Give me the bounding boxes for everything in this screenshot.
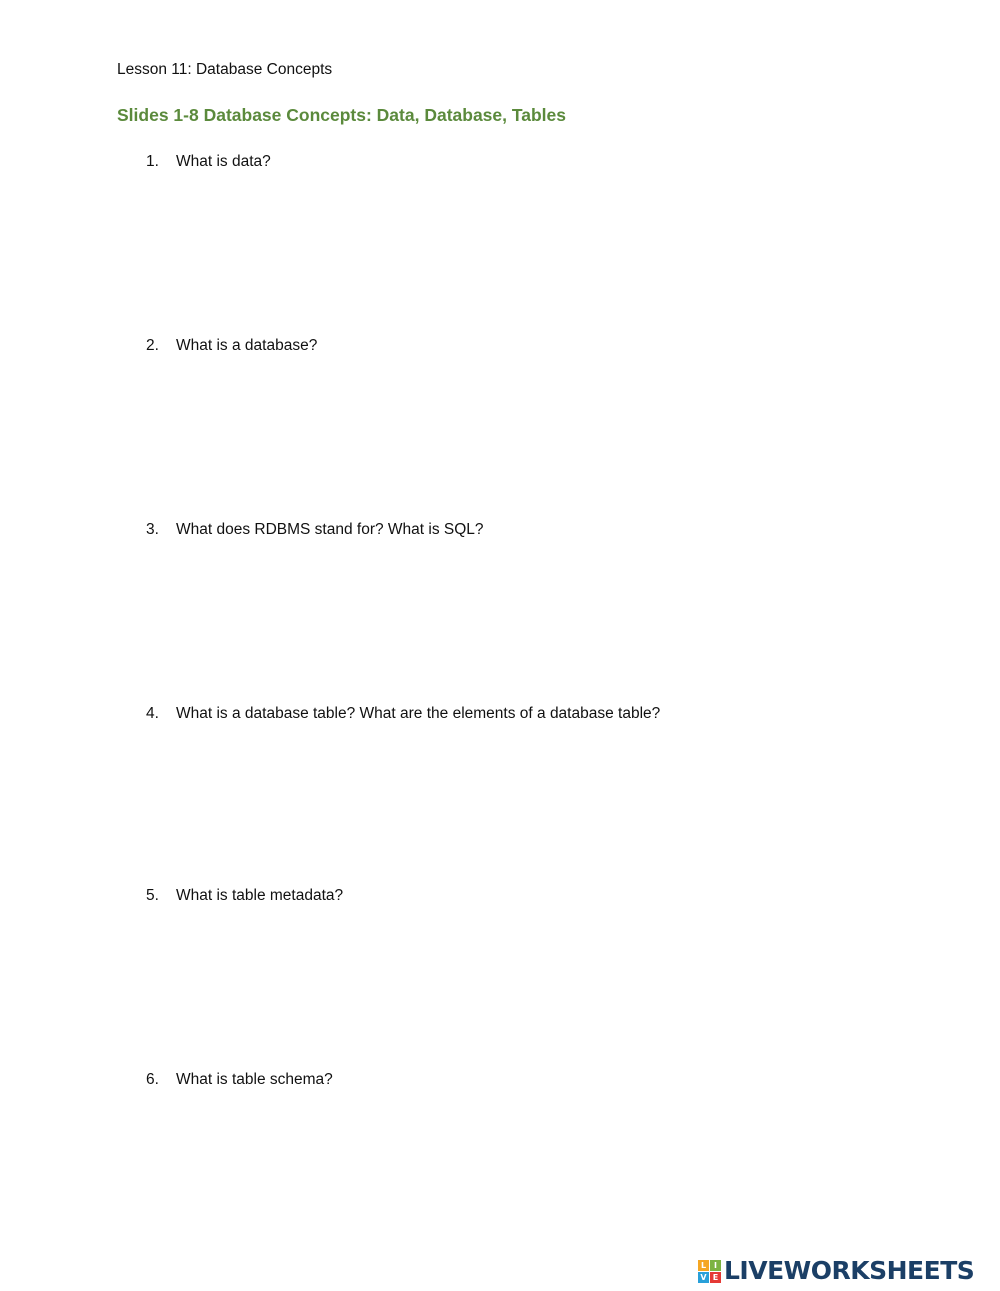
liveworksheets-logo-icon [698,1260,721,1283]
question-1 [146,152,271,172]
question-text: What is table schema? [176,1071,333,1088]
question-4 [146,704,660,724]
logo-cell-v: V [698,1272,709,1283]
logo-cell-i: I [710,1260,721,1271]
brand-wordmark: LIVEWORKSHEETS [724,1256,975,1285]
liveworksheets-brand [698,1256,974,1286]
logo-cell-l: L [698,1260,709,1271]
section-heading: Slides 1-8 Database Concepts: Data, Database, Tables [117,105,567,125]
question-3 [146,520,484,540]
question-6 [146,1070,333,1090]
question-2 [146,336,317,356]
lesson-title: Lesson 11: Database Concepts [117,61,333,78]
logo-cell-e: E [710,1272,721,1283]
question-text: What is table metadata? [176,887,344,904]
question-number: 1. [146,153,159,170]
question-number: 3. [146,521,159,538]
question-number: 6. [146,1071,159,1088]
question-5 [146,886,343,906]
question-number: 2. [146,337,159,354]
question-number: 4. [146,705,159,722]
question-text: What is a database table? What are the elements of a database table? [176,705,661,722]
question-text: What is a database? [176,337,318,354]
question-number: 5. [146,887,159,904]
question-text: What does RDBMS stand for? What is SQL? [176,521,484,538]
question-text: What is data? [176,153,271,170]
